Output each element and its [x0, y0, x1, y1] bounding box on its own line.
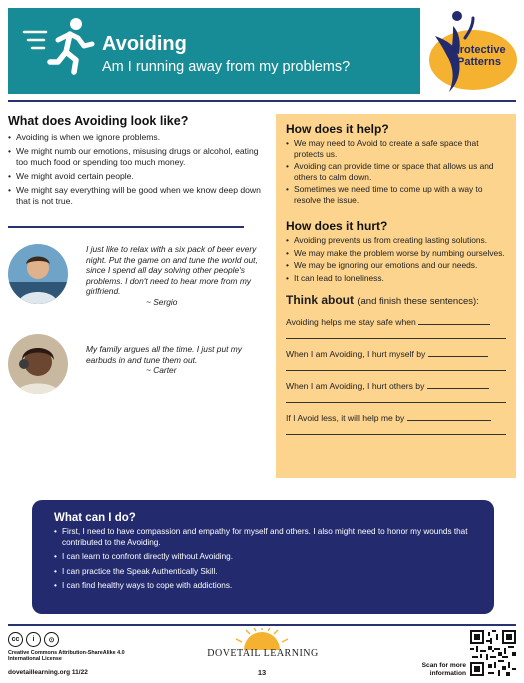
answer-line[interactable] [286, 391, 506, 403]
avatar-carter [8, 334, 68, 394]
list-item: • We might numb our emotions, misusing drugs or alcohol, eating too much food or spending too much money. [8, 146, 270, 168]
list-item: • I can learn to confront directly without Avoiding. [54, 552, 478, 563]
think-note: (and finish these sentences): [357, 296, 479, 307]
quote-author: ~ Carter [146, 365, 177, 375]
list-item: • Avoiding prevents us from creating lasting solutions. [286, 235, 506, 246]
quote-text [86, 344, 264, 376]
look-like-heading: What does Avoiding look like? [8, 114, 189, 128]
page-title: Avoiding [102, 33, 187, 55]
answer-line[interactable] [286, 423, 506, 435]
cc-license-icons [8, 632, 59, 648]
page-subtitle: Am I running away from my problems? [102, 59, 351, 75]
site-link[interactable]: dovetaillearning.org 11/22 [8, 669, 88, 676]
can-do-box [32, 500, 494, 614]
think-section [286, 293, 506, 435]
prompt-3[interactable] [286, 381, 506, 403]
list-item: • We might avoid certain people. [8, 171, 270, 182]
answer-blank[interactable] [428, 356, 488, 357]
footer-divider [8, 624, 516, 626]
can-do-list [54, 527, 478, 592]
list-item: • First, I need to have compassion and empathy for myself and others. I also might need to honor my wounds that contributed to the Avoiding. [54, 527, 478, 548]
badge-label: Protective Patterns [452, 44, 506, 68]
answer-blank[interactable] [418, 324, 490, 325]
think-heading [286, 293, 506, 307]
header-divider [8, 100, 516, 102]
answer-blank[interactable] [427, 388, 489, 389]
dovetail-logo: DOVETAIL LEARNING [207, 648, 319, 659]
list-item: • Avoiding is when we ignore problems. [8, 132, 270, 143]
list-item: • We may make the problem worse by numbing ourselves. [286, 248, 506, 259]
answer-blank[interactable] [407, 420, 491, 421]
prompt-text: Avoiding helps me stay safe when [286, 317, 416, 327]
prompt-1[interactable] [286, 317, 506, 339]
help-list [286, 138, 506, 205]
answer-line[interactable] [286, 327, 506, 339]
hurt-list [286, 235, 506, 283]
page-number: 13 [257, 668, 267, 677]
qr-code-icon[interactable] [470, 630, 516, 676]
can-do-heading: What can I do? [54, 512, 136, 524]
running-person-icon [20, 14, 100, 76]
scan-text: Scan for more information [421, 662, 466, 677]
section-divider [8, 226, 244, 228]
list-item: • It can lead to loneliness. [286, 273, 506, 284]
prompt-2[interactable] [286, 349, 506, 371]
prompt-4[interactable] [286, 413, 506, 435]
prompt-text: If I Avoid less, it will help me by [286, 413, 405, 423]
cc-icon: cc [8, 632, 23, 647]
list-item: • We might say everything will be good when we know deep down that is not true. [8, 185, 270, 207]
quote-body: My family argues all the time. I just put my earbuds in and tune them out. [86, 344, 242, 365]
look-like-list [8, 132, 270, 207]
sun-logo-icon [232, 628, 292, 650]
quote-text [86, 244, 264, 307]
prompt-text: When I am Avoiding, I hurt myself by [286, 349, 426, 359]
list-item: • I can find healthy ways to cope with addictions. [54, 581, 478, 592]
hurt-section [286, 219, 506, 283]
license-text: Creative Commons Attribution-ShareAlike 4.0 International License [8, 650, 125, 663]
list-item: • I can practice the Speak Authentically Skill. [54, 567, 478, 578]
hurt-heading: How does it hurt? [286, 219, 388, 233]
list-item: • We may need to Avoid to create a safe space that protects us. [286, 138, 506, 159]
list-item: • Avoiding can provide time or space that allows us and others to calm down. [286, 161, 506, 182]
sharealike-icon: ⊙ [44, 632, 59, 647]
help-section [286, 122, 506, 205]
look-like-section [8, 114, 270, 210]
think-title: Think about [286, 293, 354, 307]
prompt-text: When I am Avoiding, I hurt others by [286, 381, 425, 391]
attribution-icon: i [26, 632, 41, 647]
quote-body: I just like to relax with a six pack of beer every night. Put the game on and tune the world out, since I spend all day solving other people's problems. I don't need to hear more from my girlfriend. [86, 244, 258, 296]
answer-line[interactable] [286, 359, 506, 371]
help-heading: How does it help? [286, 122, 389, 136]
list-item: • Sometimes we need time to come up with a way to resolve the issue. [286, 184, 506, 205]
quote-author: ~ Sergio [146, 296, 178, 307]
avatar-sergio [8, 244, 68, 304]
list-item: • We may be ignoring our emotions and our needs. [286, 260, 506, 271]
help-hurt-panel [276, 114, 516, 478]
